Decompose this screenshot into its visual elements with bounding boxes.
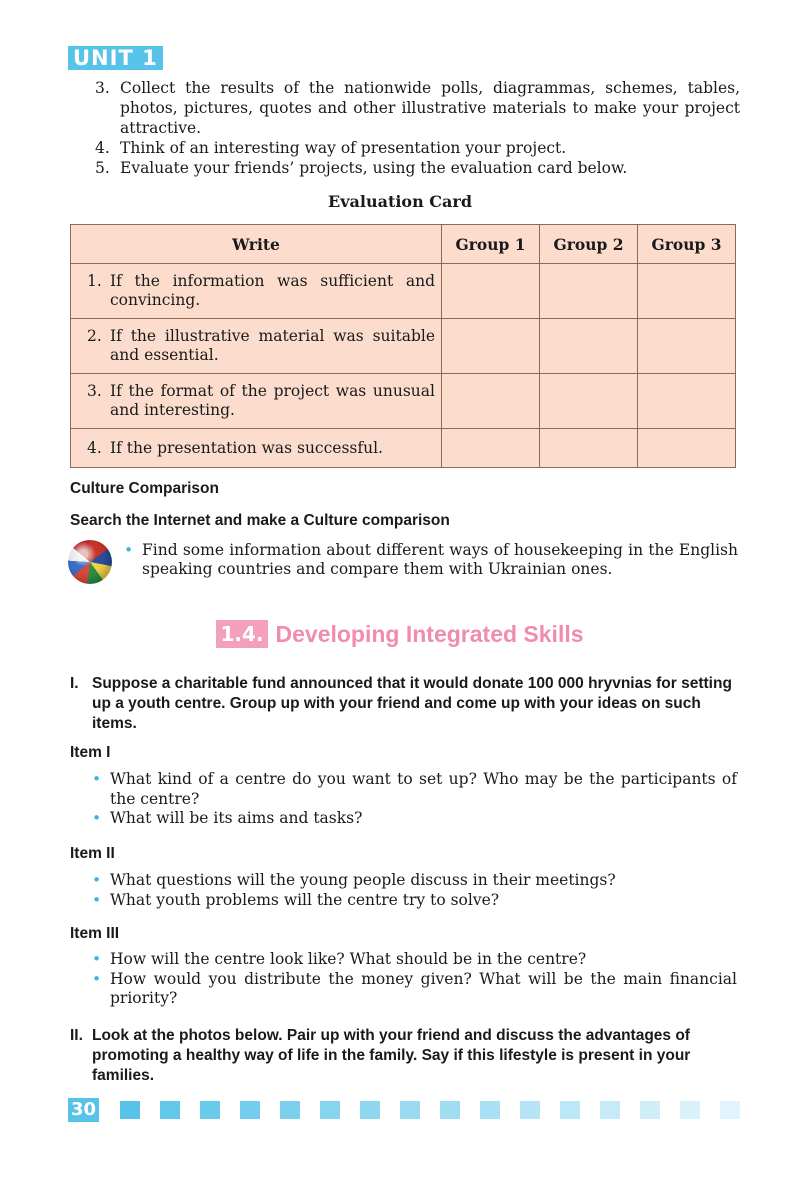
task-number: I. <box>70 675 79 692</box>
table-row <box>71 264 736 319</box>
list-item <box>92 950 737 970</box>
criterion-cell <box>71 319 442 374</box>
bullet-icon: • <box>92 890 102 909</box>
score-cell <box>442 319 540 374</box>
decorative-square <box>680 1101 700 1119</box>
item-bullets <box>92 950 737 1009</box>
unit-badge: UNIT 1 <box>68 46 163 70</box>
column-header: Group 2 <box>540 225 638 264</box>
culture-comparison-heading: Culture Comparison <box>70 480 219 497</box>
list-item <box>92 809 737 829</box>
step-number: 5. <box>95 159 110 177</box>
decorative-square <box>240 1101 260 1119</box>
step-number: 4. <box>95 139 110 157</box>
section-number: 1.4. <box>216 620 267 648</box>
decorative-square <box>520 1101 540 1119</box>
list-item <box>92 871 737 891</box>
item-heading: Item II <box>70 845 115 862</box>
bullet-icon: • <box>92 969 102 988</box>
score-cell <box>540 429 638 468</box>
bullet-text: How would you distribute the money given? What will be the main financial priority? <box>110 969 737 1007</box>
bullet-icon: • <box>92 871 102 889</box>
table-row <box>71 319 736 374</box>
criterion-number: 4. <box>87 438 102 457</box>
task-two <box>70 1026 740 1086</box>
page-number: 30 <box>68 1098 99 1122</box>
evaluation-card-title: Evaluation Card <box>328 192 472 211</box>
evaluation-card-table <box>70 224 736 468</box>
item-heading: Item III <box>70 925 120 942</box>
bullet-icon: • <box>124 541 134 559</box>
step-text: Think of an interesting way of presentation your project. <box>120 139 567 157</box>
table-row <box>71 429 736 468</box>
score-cell <box>638 319 736 374</box>
item-bullets <box>92 871 737 910</box>
table-header-row <box>71 225 736 264</box>
score-cell <box>442 374 540 429</box>
criterion-number: 2. <box>87 327 102 345</box>
decorative-square <box>560 1101 580 1119</box>
decorative-square <box>720 1101 740 1119</box>
task-text: Look at the photos below. Pair up with your friend and discuss the advantages of promoting a healthy way of life in the family. Say if this lifestyle is present in your families. <box>92 1027 691 1084</box>
culture-comparison-subheading: Search the Internet and make a Culture comparison <box>70 512 450 529</box>
decorative-square <box>600 1101 620 1119</box>
step-text: Collect the results of the nationwide polls, diagrammas, schemes, tables, photos, pictures, quotes and other illustrative materials to make your project attractive. <box>120 79 740 137</box>
criterion-text: If the information was sufficient and convincing. <box>110 272 435 309</box>
footer-decoration <box>120 1101 740 1119</box>
bullet-text: What kind of a centre do you want to set up? Who may be the participants of the centre? <box>110 770 737 808</box>
section-heading <box>0 620 800 648</box>
table-row <box>71 374 736 429</box>
score-cell <box>638 429 736 468</box>
column-header: Write <box>71 225 442 264</box>
bullet-icon: • <box>92 770 102 788</box>
bullet-icon: • <box>92 809 102 827</box>
criterion-number: 3. <box>87 382 102 400</box>
task-text: Suppose a charitable fund announced that it would donate 100 000 hryvnias for setting up a youth centre. Group up with your friend and come up with your ideas on such items. <box>92 675 732 732</box>
list-item <box>92 970 737 1009</box>
score-cell <box>442 429 540 468</box>
bullet-text: How will the centre look like? What should be in the centre? <box>110 950 587 968</box>
criterion-cell <box>71 374 442 429</box>
decorative-square <box>320 1101 340 1119</box>
task-number: II. <box>70 1027 83 1044</box>
column-header: Group 1 <box>442 225 540 264</box>
score-cell <box>638 374 736 429</box>
decorative-square <box>400 1101 420 1119</box>
criterion-text: If the illustrative material was suitable and essential. <box>110 327 435 364</box>
decorative-square <box>160 1101 180 1119</box>
decorative-square <box>120 1101 140 1119</box>
globe-icon <box>68 540 112 584</box>
step-number: 3. <box>95 79 110 97</box>
section-title: Developing Integrated Skills <box>275 620 584 647</box>
list-item <box>95 158 740 178</box>
list-item <box>92 891 737 911</box>
decorative-square <box>480 1101 500 1119</box>
list-item <box>95 138 740 158</box>
culture-task-text: Find some information about different ways of housekeeping in the English speaking countries and compare them with Ukrainian ones. <box>142 541 738 578</box>
bullet-text: What will be its aims and tasks? <box>110 809 363 827</box>
bullet-text: What questions will the young people discuss in their meetings? <box>110 871 616 889</box>
column-header: Group 3 <box>638 225 736 264</box>
decorative-square <box>360 1101 380 1119</box>
steps-list <box>95 78 740 178</box>
score-cell <box>540 264 638 319</box>
score-cell <box>540 319 638 374</box>
decorative-square <box>280 1101 300 1119</box>
item-heading: Item I <box>70 744 111 761</box>
criterion-text: If the format of the project was unusual and interesting. <box>110 382 435 419</box>
item-bullets <box>92 770 737 829</box>
decorative-square <box>200 1101 220 1119</box>
list-item <box>95 78 740 138</box>
score-cell <box>638 264 736 319</box>
step-text: Evaluate your friends’ projects, using the evaluation card below. <box>120 159 628 177</box>
task-one <box>70 674 740 734</box>
bullet-icon: • <box>92 950 102 968</box>
criterion-cell <box>71 264 442 319</box>
decorative-square <box>440 1101 460 1119</box>
criterion-number: 1. <box>87 272 102 290</box>
culture-task <box>124 541 738 579</box>
list-item <box>92 770 737 809</box>
criterion-text: If the presentation was successful. <box>110 438 383 457</box>
score-cell <box>442 264 540 319</box>
decorative-square <box>640 1101 660 1119</box>
criterion-cell <box>71 429 442 468</box>
score-cell <box>540 374 638 429</box>
bullet-text: What youth problems will the centre try to solve? <box>110 890 500 909</box>
